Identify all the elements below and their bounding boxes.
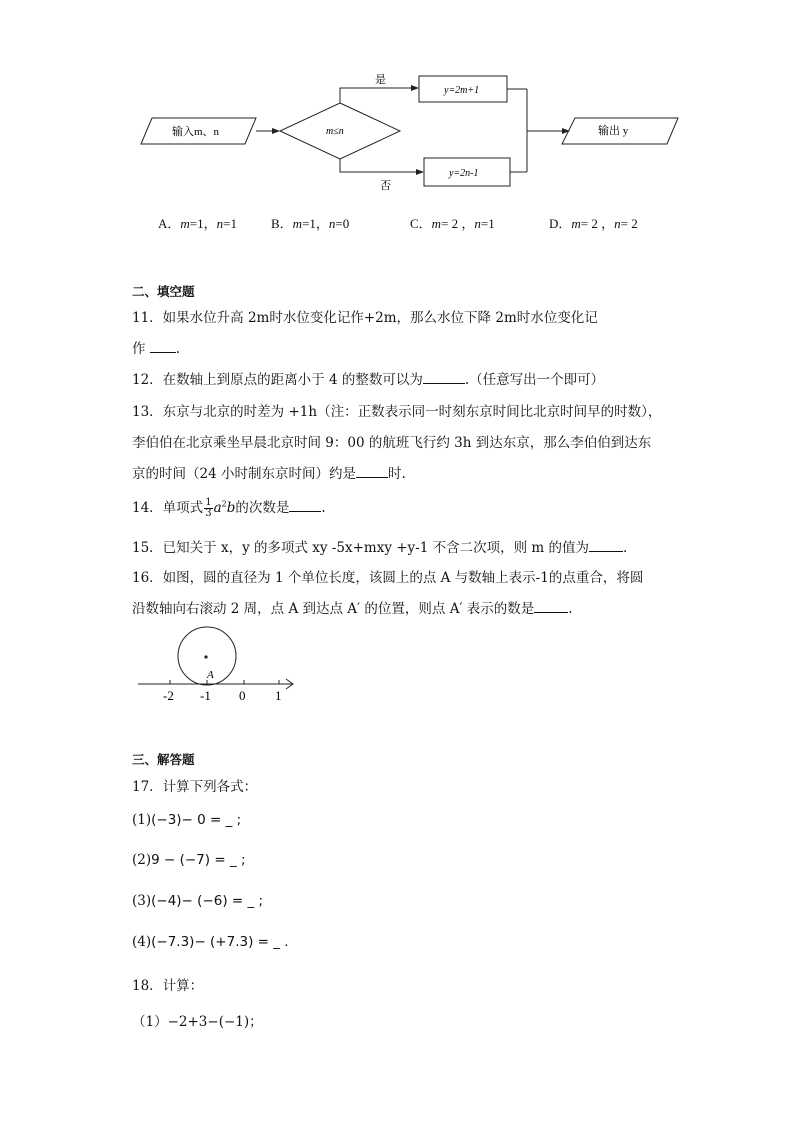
section-answer-title: 三、解答题 — [132, 752, 195, 767]
q14-fraction: $\frac{1}{3}$ — [205, 497, 212, 519]
tick-label-0: 0 — [239, 688, 246, 703]
no-formula: y=2n-1 — [449, 168, 479, 179]
choice-b: B．m=1，n=0 — [271, 216, 350, 231]
choice-a: A．m=1，n=1 — [158, 216, 237, 231]
output-label: 输出 y — [598, 125, 629, 137]
input-label: 输入m、n — [172, 126, 220, 138]
tick-label-neg2: -2 — [163, 688, 174, 703]
q16-blank[interactable] — [534, 612, 568, 613]
q12: 12．在数轴上到原点的距离小于 4 的整数可以为 .（任意写出一个即可） — [132, 372, 605, 388]
condition-label: m≤n — [326, 126, 344, 137]
yes-label: 是 — [375, 74, 386, 86]
section-fill-blank-title: 二、填空题 — [132, 284, 195, 299]
tick-label-neg1: -1 — [200, 688, 211, 703]
q17-item-1: (1)(−3)− 0 = _ ; — [132, 812, 242, 828]
q15-blank[interactable] — [589, 551, 623, 552]
q16-line2: 沿数轴向右滚动 2 周，点 A 到达点 A′ 的位置，则点 A′ 表示的数是 . — [132, 601, 573, 617]
choice-c: C．m= 2 ，n=1 — [410, 216, 495, 231]
q13-blank[interactable] — [356, 477, 388, 478]
circle-center-dot — [204, 655, 207, 658]
q13-line3: 京的时间（24 小时制东京时间）约是 时. — [132, 466, 406, 482]
q11-line1: 11．如果水位升高 2m时水位变化记作+2m，那么水位下降 2m时水位变化记 — [132, 310, 598, 326]
q17-item-3: (3)(−4)− (−6) = _ ; — [132, 893, 264, 909]
q16-line1: 16．如图，圆的直径为 1 个单位长度，该圆上的点 A 与数轴上表示-1的点重合，将圆 — [132, 570, 644, 586]
q18-title: 18．计算： — [132, 978, 204, 994]
q17-item-2: (2)9 − (−7) = _ ; — [132, 852, 246, 868]
q14-blank[interactable] — [289, 511, 321, 512]
choice-d: D．m= 2 ，n= 2 — [549, 216, 638, 231]
flowchart — [0, 0, 794, 210]
q11-blank[interactable] — [150, 352, 176, 353]
q13-line2: 李伯伯在北京乘坐早晨北京时间 9：00 的航班飞行约 3h 到达东京，那么李伯伯到达东 — [132, 435, 652, 451]
q14: 14．单项式 $\frac{1}{3}$ $a^2b$的次数是 . — [132, 497, 326, 519]
q18-item-1: （1）−2+3−(−1)； — [132, 1014, 263, 1030]
q11-line2: 作 . — [132, 341, 181, 357]
yes-formula: y=2m+1 — [444, 85, 480, 96]
q17-title: 17．计算下列各式： — [132, 779, 258, 795]
q13-line1: 13．东京与北京的时差为 +1h（注：正数表示同一时刻东京时间比北京时间早的时数）， — [132, 404, 662, 420]
number-line-figure — [130, 620, 310, 710]
q12-blank[interactable] — [423, 383, 465, 384]
q17-item-4: (4)(−7.3)− (+7.3) = _ . — [132, 934, 289, 950]
q15: 15．已知关于 x，y 的多项式 xy -5x+mxy +y-1 不含二次项，则 m 的值为 . — [132, 540, 628, 556]
no-label: 否 — [380, 180, 391, 192]
tick-label-1: 1 — [275, 688, 282, 703]
point-a-label: A — [207, 669, 214, 681]
